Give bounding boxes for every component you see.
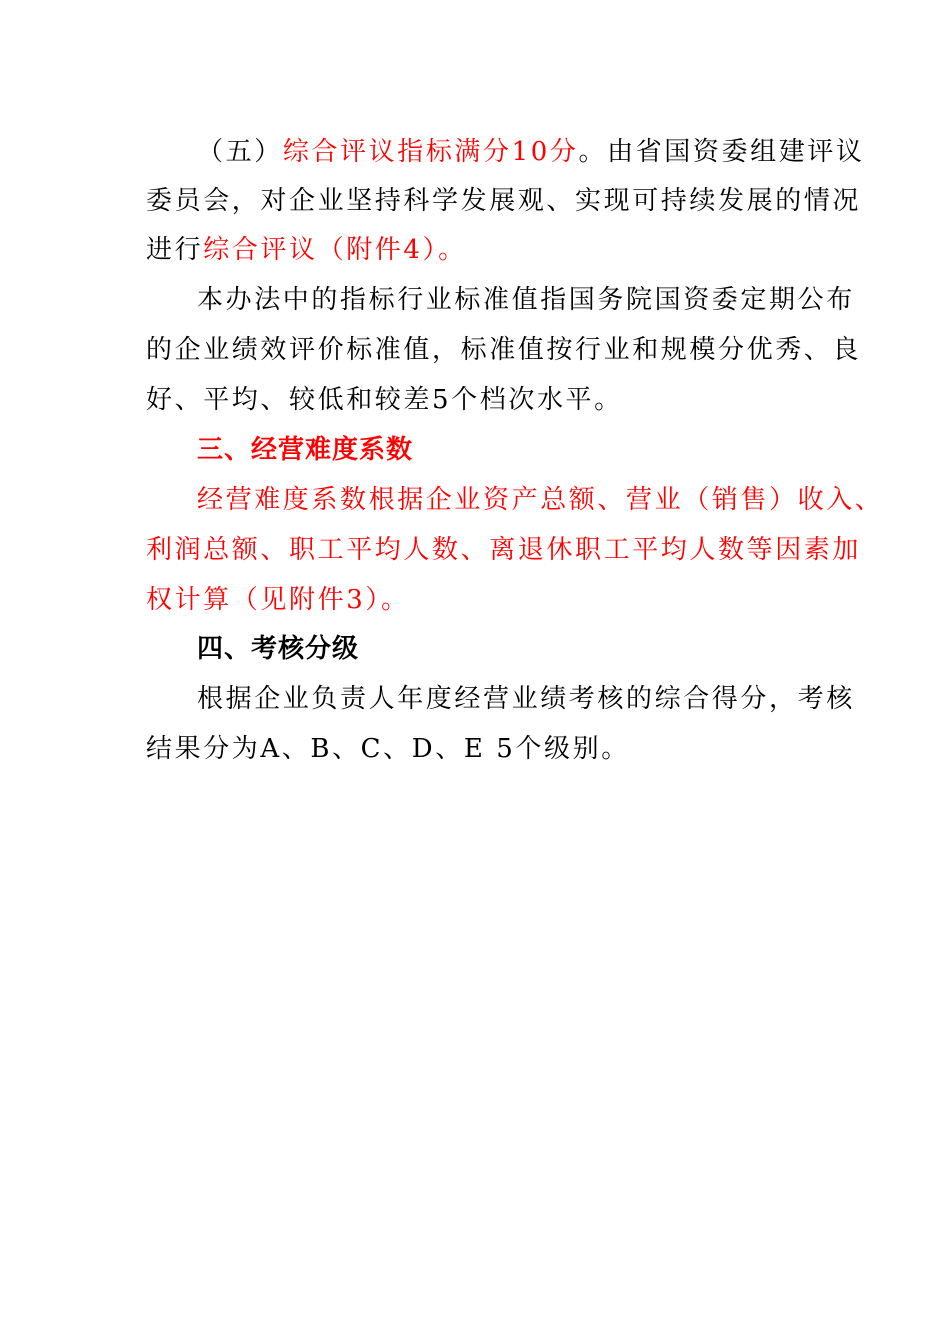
note-line-2: 的企业绩效评价标准值，标准值按行业和规模分优秀、良 — [146, 335, 862, 365]
para5-line-3-highlight: 综合评议（附件4）。 — [203, 235, 467, 265]
section4-heading: 四、考核分级 — [197, 634, 360, 664]
section3-heading: 三、经营难度系数 — [197, 435, 414, 465]
para5-line-3-text: 进行 — [146, 235, 204, 265]
note-line-1: 本办法中的指标行业标准值指国务院国资委定期公布 — [197, 285, 855, 315]
para5-text: 。由省国资委组建评议 — [578, 137, 865, 167]
section3-line-2: 利润总额、职工平均人数、离退休职工平均人数等因素加 — [146, 535, 862, 565]
para5-line-2: 委员会，对企业坚持科学发展观、实现可持续发展的情况 — [146, 186, 862, 216]
section3-line-3: 权计算（见附件3）。 — [146, 585, 410, 615]
para5-number: （五） — [197, 137, 283, 167]
section4-line-1: 根据企业负责人年度经营业绩考核的综合得分，考核 — [197, 684, 855, 714]
para5-line-3 — [146, 234, 467, 266]
para5-line-1 — [197, 136, 865, 168]
section3-line-1: 经营难度系数根据企业资产总额、营业（销售）收入、 — [197, 485, 884, 515]
section4-line-2: 结果分为A、B、C、D、E 5个级别。 — [146, 734, 630, 764]
para5-highlight: 综合评议指标满分10分 — [282, 137, 579, 167]
note-line-3: 好、平均、较低和较差5个档次水平。 — [146, 385, 623, 415]
